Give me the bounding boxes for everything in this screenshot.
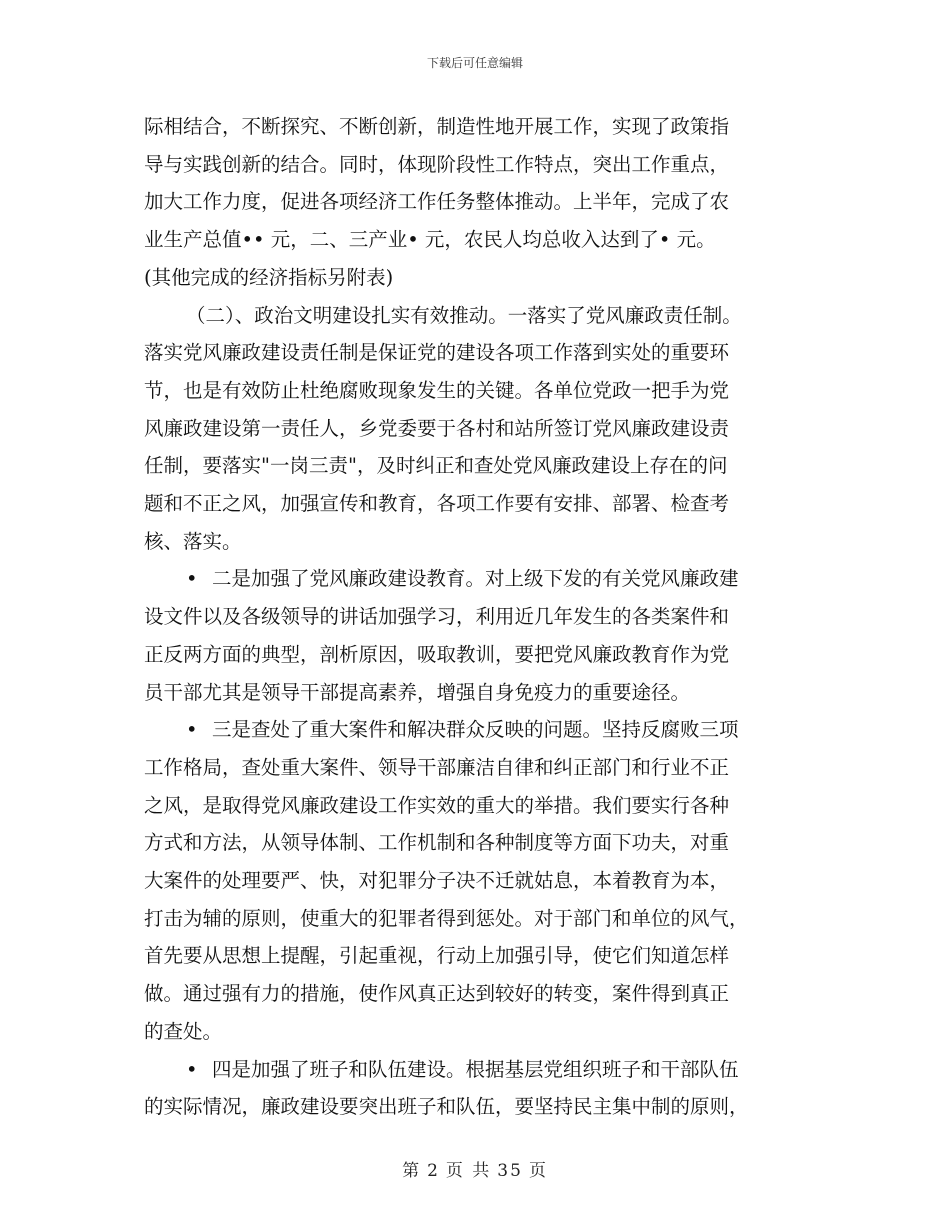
text-segment: 四是加强了班子和队伍建设。根据基层党组织班子和干部队伍 <box>212 1057 739 1081</box>
text-line: 方式和方法，从领导体制、工作机制和各种制度等方面下功夫，对重 <box>144 831 730 855</box>
bullet-icon: • <box>186 567 198 591</box>
page-number: 2 <box>427 1161 440 1181</box>
text-line: 风廉政建设第一责任人，乡党委要于各村和站所签订党风廉政建设责 <box>144 416 730 440</box>
bullet-icon: • <box>186 718 198 742</box>
paragraph-political <box>144 297 814 561</box>
footer-middle: 页 共 <box>445 1161 492 1181</box>
text-line: 任制，要落实"一岗三责"，及时纠正和查处党风廉政建设上存在的问 <box>144 454 728 478</box>
text-line: 的实际情况，廉政建设要突出班子和队伍，要坚持民主集中制的原则， <box>144 1095 749 1119</box>
bullet-icon: • <box>186 1057 198 1081</box>
footer-suffix: 页 <box>528 1161 548 1181</box>
paragraph-education <box>144 560 814 711</box>
document-body <box>144 108 814 1126</box>
text-line: 导与实践创新的结合。同时，体现阶段性工作特点，突出工作重点， <box>144 152 730 176</box>
text-line: 核、落实。 <box>144 529 242 553</box>
paragraph-cases <box>144 711 814 1050</box>
text-line: 落实党风廉政建设责任制是保证党的建设各项工作落到实处的重要环 <box>144 341 730 365</box>
text-line: 题和不正之风，加强宣传和教育，各项工作要有安排、部署、检查考 <box>144 492 730 516</box>
text-line: 际相结合，不断探究、不断创新，制造性地开展工作，实现了政策指 <box>144 115 730 138</box>
text-line: （二）、政治文明建设扎实有效推动。一落实了党风廉政责任制。 <box>186 303 742 327</box>
text-line: 正反两方面的典型，剖析原因，吸取教训，要把党风廉政教育作为党 <box>144 642 730 666</box>
text-line: 大案件的处理要严、快，对犯罪分子决不迁就姑息，本着教育为本， <box>144 869 730 893</box>
text-line <box>144 560 814 598</box>
text-line <box>144 711 814 749</box>
footer-prefix: 第 <box>402 1161 422 1181</box>
text-line: 做。通过强有力的措施，使作风真正达到较好的转变，案件得到真正 <box>144 982 730 1006</box>
paragraph-team <box>144 1051 814 1126</box>
text-line: 加大工作力度，促进各项经济工作任务整体推动。上半年，完成了农 <box>144 190 730 214</box>
text-line: (其他完成的经济指标另附表) <box>144 265 394 289</box>
text-line: 业生产总值•• 元，二、三产业• 元，农民人均总收入达到了• 元。 <box>144 228 716 252</box>
text-line: 首先要从思想上提醒，引起重视，行动上加强引导，使它们知道怎样 <box>144 944 730 968</box>
page-header: 下载后可任意编辑 <box>426 56 523 70</box>
text-segment: 三是查处了重大案件和解决群众反映的问题。坚持反腐败三项 <box>212 718 739 742</box>
text-line: 设文件以及各级领导的讲话加强学习，利用近几年发生的各类案件和 <box>144 605 730 629</box>
text-line: 之风，是取得党风廉政建设工作实效的重大的举措。我们要实行各种 <box>144 793 730 817</box>
paragraph-economic <box>144 108 814 297</box>
text-line: 打击为辅的原则，使重大的犯罪者得到惩处。对于部门和单位的风气， <box>144 906 749 930</box>
text-segment: 二是加强了党风廉政建设教育。对上级下发的有关党风廉政建 <box>212 567 739 591</box>
text-line: 节，也是有效防止杜绝腐败现象发生的关键。各单位党政一把手为党 <box>144 378 730 402</box>
text-line: 员干部尤其是领导干部提高素养，增强自身免疫力的重要途径。 <box>144 680 691 704</box>
text-line: 工作格局，查处重大案件、领导干部廉洁自律和纠正部门和行业不正 <box>144 755 730 779</box>
text-line <box>144 1051 814 1089</box>
page-total: 35 <box>497 1161 523 1181</box>
page-footer <box>0 1156 950 1181</box>
text-line: 的查处。 <box>144 1019 223 1043</box>
